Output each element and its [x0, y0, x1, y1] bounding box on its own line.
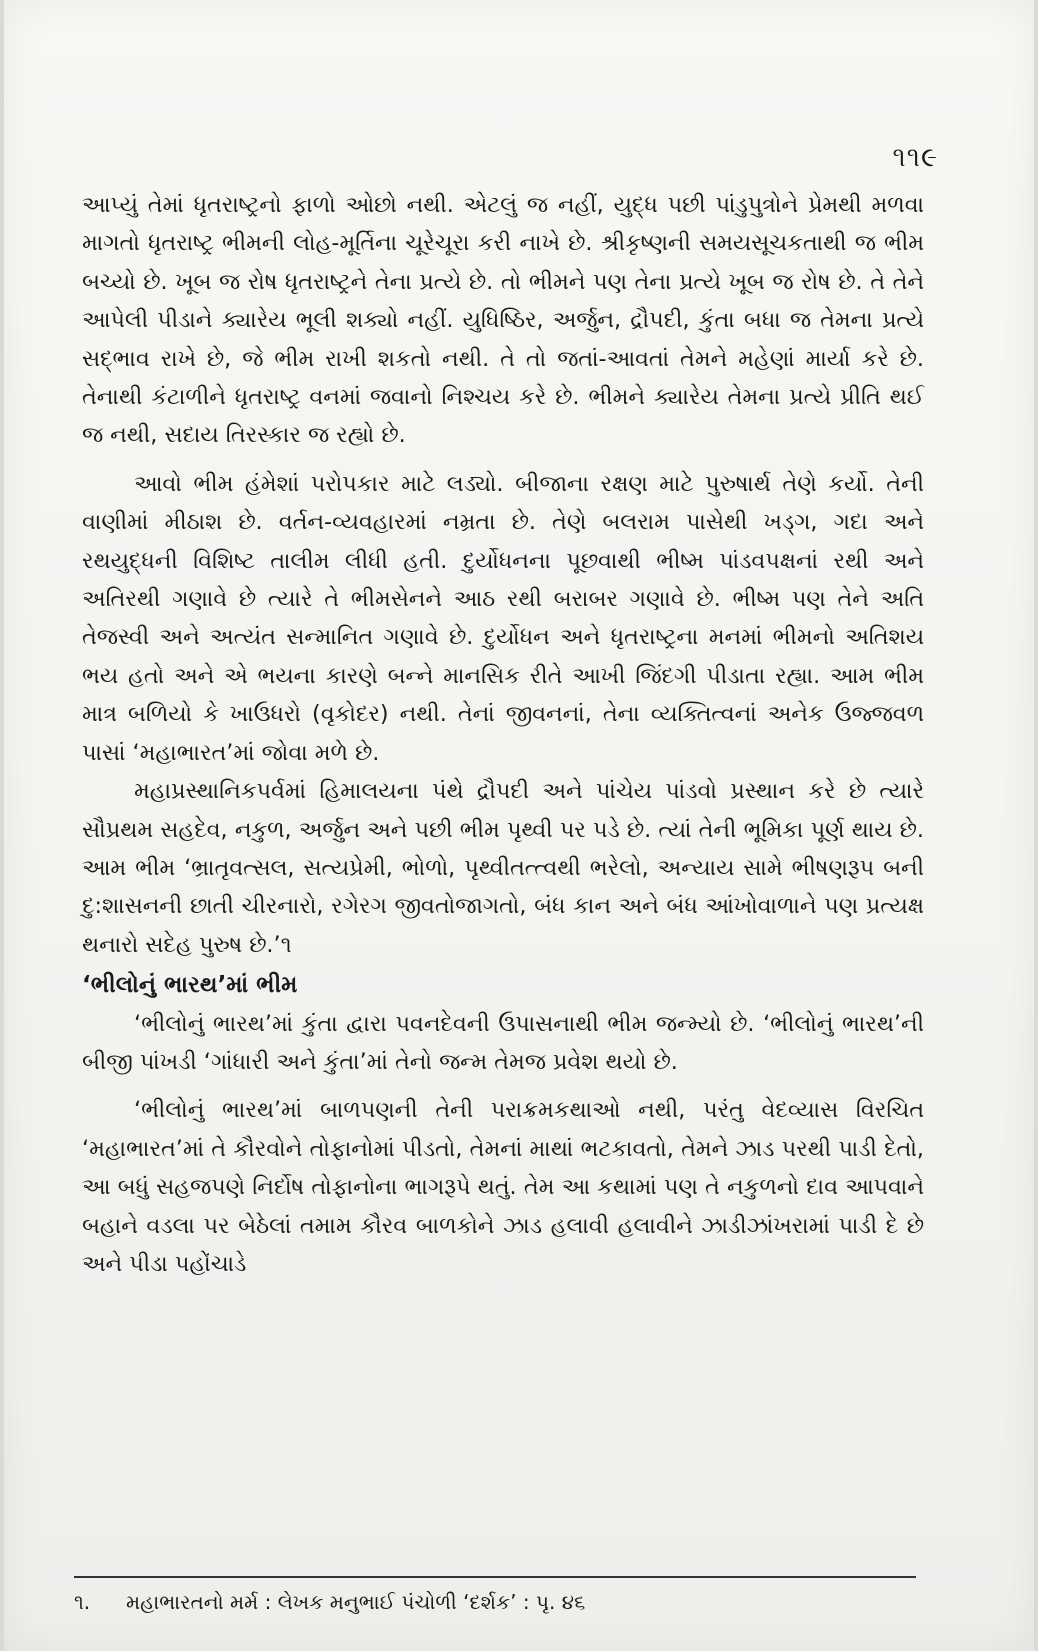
page-number: ૧૧૯ — [892, 142, 938, 173]
footnote-text: મહાભારતનો મર્મ : લેખક મનુભાઈ પંચોળી ‘દર્શક’ : પૃ. ૪૬ — [126, 1590, 586, 1614]
paragraph-2: આવો ભીમ હંમેશાં પરોપકાર માટે લડ્યો. બીજાના રક્ષણ માટે પુરુષાર્થ તેણે કર્યો. તેની વાણીમાં મીઠાશ છે. વર્તન-વ્યવહારમાં નમ્રતા છે. તેણે બલરામ પાસેથી ખડ્ગ, ગદા અને રથયુદ્ધની વિશિષ્ટ તાલીમ લીધી હતી. દુર્યોધનના પૂછવાથી ભીષ્મ પાંડવપક્ષનાં રથી અને અતિરથી ગણાવે છે ત્યારે તે ભીમસેનને આઠ રથી બરાબર ગણાવે છે. ભીષ્મ પણ તેને અતિ તેજસ્વી અને અત્યંત સન્માનિત ગણાવે છે. દુર્યોધન અને ધૃતરાષ્ટ્રના મનમાં ભીમનો અતિશય ભય હતો અને એ ભયના કારણે બન્ને માનસિક રીતે આખી જિંદગી પીડાતા રહ્યા. આમ ભીમ માત્ર બળિયો કે ખાઉધરો (વૃકોદર) નથી. તેનાં જીવનનાં, તેના વ્યક્તિત્વનાં અનેક ઉજ્જવળ પાસાં ‘મહાભારત’માં જોવા મળે છે. — [82, 470, 924, 766]
footnote-number: ૧. — [74, 1590, 91, 1614]
body-text — [82, 186, 924, 1283]
footnote-divider — [74, 1576, 916, 1578]
book-page — [4, 0, 1034, 1651]
footnote — [74, 1588, 916, 1616]
section-heading: ‘ભીલોનું ભારથ’માં ભીમ — [82, 972, 298, 999]
paragraph-3: મહાપ્રસ્થાનિકપર્વમાં હિમાલયના પંથે દ્રૌપદી અને પાંચેય પાંડવો પ્રસ્થાન કરે છે ત્યારે સૌપ્રથમ સહદેવ, નકુળ, અર્જુન અને પછી ભીમ પૃથ્વી પર પડે છે. ત્યાં તેની ભૂમિકા પૂર્ણ થાય છે. આમ ભીમ ‘ભ્રાતૃવત્સલ, સત્યપ્રેમી, ભોળો, પૃથ્વીતત્ત્વથી ભરેલો, અન્યાય સામે ભીષણરૂપ બની દુ:શાસનની છાતી ચીરનારો, રગેરગ જીવતોજાગતો, બંધ કાન અને બંધ આંખોવાળાને પણ પ્રત્યક્ષ થનારો સદેહ પુરુષ છે.’૧ — [82, 778, 924, 958]
paragraph-1: આપ્યું તેમાં ધૃતરાષ્ટ્રનો ફાળો ઓછો નથી. એટલું જ નહીં, યુદ્ધ પછી પાંડુપુત્રોને પ્રેમથી મળવા માગતો ધૃતરાષ્ટ્ર ભીમની લોહ-મૂર્તિના ચૂરેચૂરા કરી નાખે છે. શ્રીકૃષ્ણની સમયસૂચકતાથી જ ભીમ બચ્યો છે. ખૂબ જ રોષ ધૃતરાષ્ટ્રને તેના પ્રત્યે છે. તો ભીમને પણ તેના પ્રત્યે ખૂબ જ રોષ છે. તે તેને આપેલી પીડાને ક્યારેય ભૂલી શક્યો નહીં. યુધિષ્ઠિર, અર્જુન, દ્રૌપદી, કુંતા બધા જ તેમના પ્રત્યે સદ્ભાવ રાખે છે, જે ભીમ રાખી શકતો નથી. તે તો જતાં-આવતાં તેમને મહેણાં માર્યા કરે છે. તેનાથી કંટાળીને ધૃતરાષ્ટ્ર વનમાં જવાનો નિશ્ચય કરે છે. ભીમને ક્યારેય તેમના પ્રત્યે પ્રીતિ થઈ જ નથી, સદાય તિરસ્કાર જ રહ્યો છે. — [82, 192, 924, 449]
section-paragraph-2: ‘ભીલોનું ભારથ’માં બાળપણની તેની પરાક્રમકથાઓ નથી, પરંતુ વેદવ્યાસ વિરચિત ‘મહાભારત’માં તે કૌરવોને તોફાનોમાં પીડતો, તેમનાં માથાં ભટકાવતો, તેમને ઝાડ પરથી પાડી દેતો, આ બધું સહજપણે નિર્દોષ તોફાનોના ભાગરૂપે થતું. તેમ આ કથામાં પણ તે નકુળનો દાવ આપવાને બહાને વડલા પર બેઠેલાં તમામ કૌરવ બાળકોને ઝાડ હલાવી હલાવીને ઝાડીઝાંખરામાં પાડી દે છે અને પીડા પહોંચાડે — [82, 1097, 924, 1277]
section-paragraph-1: ‘ભીલોનું ભારથ’માં કુંતા દ્વારા પવનદેવની ઉપાસનાથી ભીમ જન્મ્યો છે. ‘ભીલોનું ભારથ’ની બીજી પાંખડી ‘ગાંધારી અને કુંતા’માં તેનો જન્મ તેમજ પ્રવેશ થયો છે. — [82, 1010, 924, 1075]
